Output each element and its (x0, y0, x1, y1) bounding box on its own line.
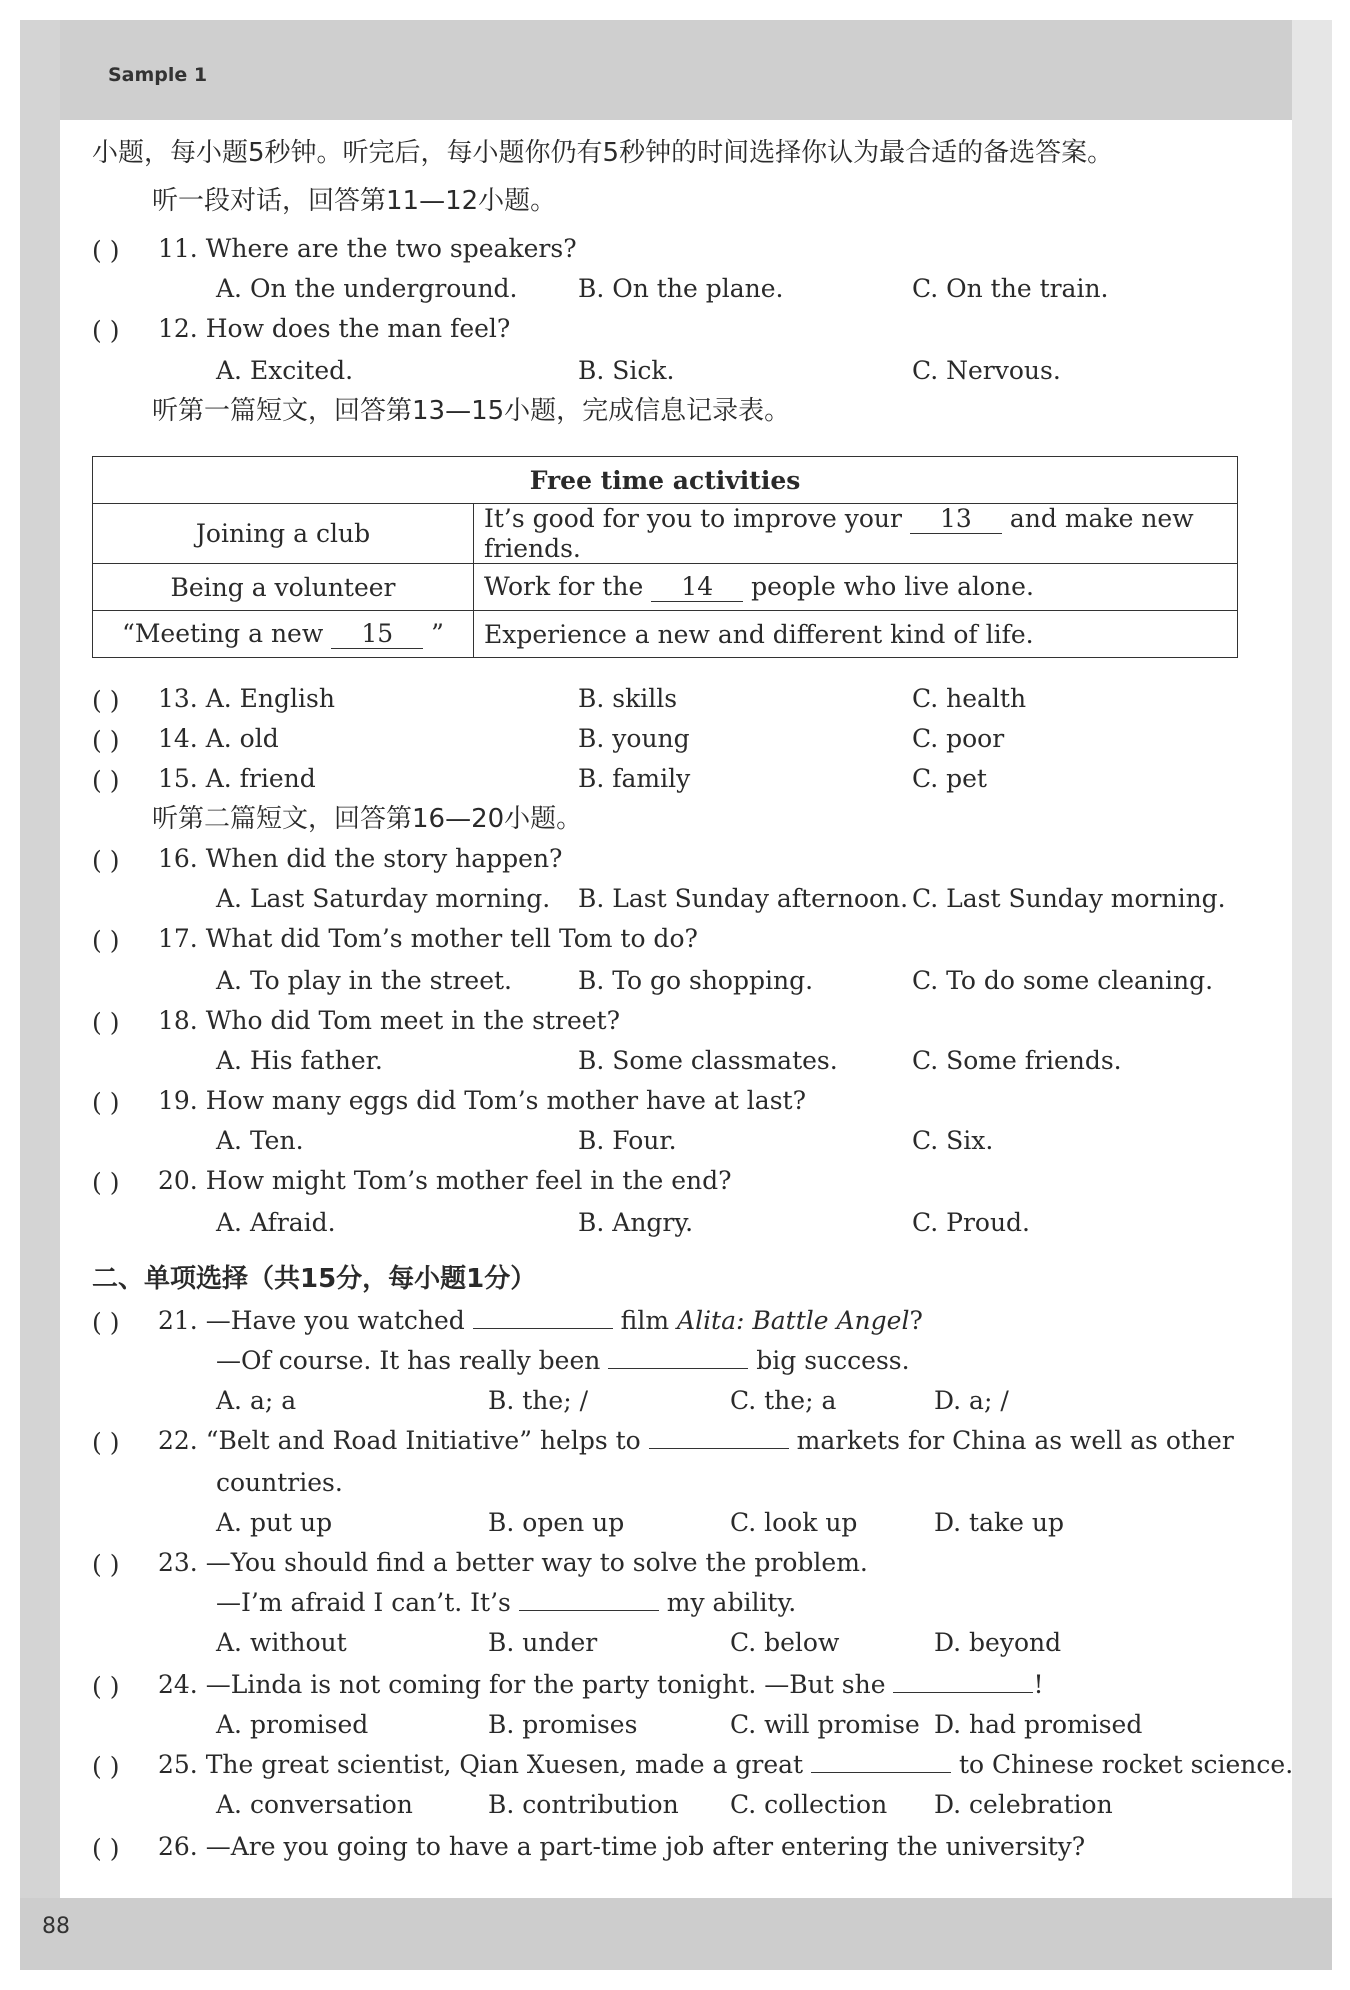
option-c: C. below (730, 1628, 840, 1657)
option-a: A. promised (216, 1710, 369, 1739)
question-text: “Belt and Road Initiative” helps to (205, 1426, 641, 1455)
question-23 (158, 1550, 868, 1575)
answer-bracket[interactable]: ( ) (92, 1308, 120, 1337)
table-cell: Being a volunteer (93, 564, 474, 611)
question-number: 25. (158, 1750, 198, 1779)
question-number: 24. (158, 1670, 198, 1699)
question-24 (158, 1672, 1044, 1697)
question-number: 18. (158, 1006, 198, 1035)
cell-text: and make new friends. (484, 504, 1194, 563)
question-text: Where are the two speakers? (205, 234, 577, 263)
question-number: 16. (158, 844, 198, 873)
option-a: A. To play in the street. (216, 966, 512, 995)
question-text: ? (909, 1306, 923, 1335)
question-number: 21. (158, 1306, 198, 1335)
table-title: Free time activities (93, 457, 1238, 504)
answer-bracket[interactable]: ( ) (92, 1168, 120, 1197)
answer-bracket[interactable]: ( ) (92, 1428, 120, 1457)
option-a: A. English (205, 684, 335, 713)
table-row (93, 611, 1238, 658)
answer-bracket[interactable]: ( ) (92, 686, 120, 715)
question-13 (158, 686, 335, 711)
sample-label: Sample 1 (108, 64, 208, 86)
question-text: ! (1033, 1670, 1044, 1699)
answer-bracket[interactable]: ( ) (92, 1834, 120, 1863)
question-text: —Are you going to have a part-time job after entering the university? (205, 1832, 1086, 1861)
option-c: C. health (912, 684, 1027, 713)
option-c: C. collection (730, 1790, 888, 1819)
option-a: A. Excited. (216, 356, 354, 385)
question-number: 13. (158, 684, 198, 713)
question-text: How does the man feel? (205, 314, 511, 343)
option-c: C. Nervous. (912, 356, 1061, 385)
question-text: —I’m afraid I can’t. It’s (216, 1588, 511, 1617)
answer-bracket[interactable]: ( ) (92, 766, 120, 795)
option-c: C. On the train. (912, 274, 1109, 303)
option-c: C. the; a (730, 1386, 837, 1415)
option-b: B. Sick. (578, 356, 675, 385)
option-b: B. open up (488, 1508, 625, 1537)
table-row (93, 504, 1238, 564)
question-text: my ability. (666, 1588, 797, 1617)
option-c: C. Some friends. (912, 1046, 1122, 1075)
question-22 (158, 1428, 1234, 1453)
option-c: C. will promise (730, 1710, 920, 1739)
option-a: A. put up (216, 1508, 333, 1537)
film-title: Alita: Battle Angel (677, 1306, 910, 1335)
dialogue-instruction: 听一段对话，回答第11—12小题。 (152, 186, 557, 216)
option-c: C. poor (912, 724, 1005, 753)
question-21 (158, 1308, 923, 1333)
blank-14[interactable]: 14 (651, 572, 743, 602)
answer-blank[interactable] (608, 1348, 748, 1369)
question-18 (158, 1008, 620, 1033)
table-cell (474, 564, 1238, 611)
question-text: —Have you watched (205, 1306, 465, 1335)
question-26 (158, 1834, 1085, 1859)
option-b: B. family (578, 764, 691, 793)
question-number: 11. (158, 234, 198, 263)
option-a: A. friend (205, 764, 316, 793)
option-d: D. a; / (934, 1386, 1009, 1415)
option-b: B. Angry. (578, 1208, 694, 1237)
option-a: A. Last Saturday morning. (216, 884, 551, 913)
option-b: B. To go shopping. (578, 966, 814, 995)
option-b: B. Four. (578, 1126, 677, 1155)
question-number: 17. (158, 924, 198, 953)
cell-text: It’s good for you to improve your (484, 504, 902, 533)
question-text: —Of course. It has really been (216, 1346, 601, 1375)
option-a: A. Ten. (216, 1126, 304, 1155)
option-c: C. Proud. (912, 1208, 1031, 1237)
question-text: The great scientist, Qian Xuesen, made a great (205, 1750, 804, 1779)
page-border-left (20, 20, 60, 1970)
question-text: How many eggs did Tom’s mother have at last? (205, 1086, 806, 1115)
question-text: film (620, 1306, 670, 1335)
page-number: 88 (42, 1914, 70, 1939)
question-16 (158, 846, 562, 871)
blank-13[interactable]: 13 (910, 504, 1002, 534)
answer-bracket[interactable]: ( ) (92, 926, 120, 955)
option-a: A. old (205, 724, 279, 753)
page-border-top (20, 20, 1332, 120)
option-a: A. a; a (216, 1386, 297, 1415)
answer-blank[interactable] (649, 1428, 789, 1449)
option-c: C. Last Sunday morning. (912, 884, 1226, 913)
cell-text: ” (431, 619, 444, 648)
option-d: D. celebration (934, 1790, 1113, 1819)
option-d: D. beyond (934, 1628, 1062, 1657)
question-text: big success. (756, 1346, 910, 1375)
option-c: C. Six. (912, 1126, 994, 1155)
option-b: B. under (488, 1628, 598, 1657)
answer-bracket[interactable]: ( ) (92, 1752, 120, 1781)
option-a: A. conversation (216, 1790, 413, 1819)
question-number: 20. (158, 1166, 198, 1195)
answer-bracket[interactable]: ( ) (92, 1008, 120, 1037)
question-19 (158, 1088, 806, 1113)
question-text: Who did Tom meet in the street? (205, 1006, 620, 1035)
answer-bracket[interactable]: ( ) (92, 1672, 120, 1701)
answer-bracket[interactable]: ( ) (92, 236, 120, 265)
answer-bracket[interactable]: ( ) (92, 1088, 120, 1117)
option-a: A. Afraid. (216, 1208, 336, 1237)
question-15 (158, 766, 316, 791)
option-a: A. without (216, 1628, 347, 1657)
answer-bracket[interactable]: ( ) (92, 1550, 120, 1579)
table-cell (474, 504, 1238, 564)
table-row (93, 564, 1238, 611)
cell-text: “Meeting a new (122, 619, 324, 648)
cell-text: Work for the (484, 572, 644, 601)
blank-15[interactable]: 15 (331, 619, 423, 649)
question-text: What did Tom’s mother tell Tom to do? (205, 924, 698, 953)
page-border-bottom (20, 1898, 1332, 1970)
question-22-continued: countries. (216, 1468, 343, 1497)
question-14 (158, 726, 279, 751)
answer-blank[interactable] (473, 1308, 613, 1329)
question-number: 26. (158, 1832, 198, 1861)
question-17 (158, 926, 698, 951)
table-cell: Joining a club (93, 504, 474, 564)
question-11 (158, 236, 577, 261)
answer-blank[interactable] (893, 1672, 1033, 1693)
option-d: D. had promised (934, 1710, 1143, 1739)
question-number: 15. (158, 764, 198, 793)
option-b: B. Last Sunday afternoon. (578, 884, 909, 913)
question-number: 14. (158, 724, 198, 753)
question-text: —You should find a better way to solve the problem. (205, 1548, 868, 1577)
option-a: A. His father. (216, 1046, 383, 1075)
question-23-reply (216, 1590, 796, 1615)
passage2-instruction: 听第二篇短文，回答第16—20小题。 (152, 804, 583, 834)
question-text: How might Tom’s mother feel in the end? (205, 1166, 732, 1195)
option-c: C. pet (912, 764, 987, 793)
instruction-line: 小题，每小题5秒钟。听完后，每小题你仍有5秒钟的时间选择你认为最合适的备选答案。 (92, 138, 1114, 168)
question-number: 22. (158, 1426, 198, 1455)
table-cell: Experience a new and different kind of life. (474, 611, 1238, 658)
option-c: C. look up (730, 1508, 858, 1537)
question-21-reply (216, 1348, 910, 1373)
answer-bracket[interactable]: ( ) (92, 846, 120, 875)
question-text: When did the story happen? (205, 844, 563, 873)
option-b: B. the; / (488, 1386, 588, 1415)
question-number: 12. (158, 314, 198, 343)
question-text: —Linda is not coming for the party tonight. —But she (205, 1670, 886, 1699)
cell-text: people who live alone. (751, 572, 1034, 601)
question-20 (158, 1168, 732, 1193)
option-b: B. Some classmates. (578, 1046, 838, 1075)
question-25 (158, 1752, 1293, 1777)
option-b: B. promises (488, 1710, 638, 1739)
question-text: to Chinese rocket science. (959, 1750, 1294, 1779)
question-number: 19. (158, 1086, 198, 1115)
question-text: markets for China as well as other (796, 1426, 1234, 1455)
section-2-heading: 二、单项选择（共15分，每小题1分） (92, 1264, 537, 1294)
option-c: C. To do some cleaning. (912, 966, 1214, 995)
page-border-right (1292, 20, 1332, 1970)
option-b: B. On the plane. (578, 274, 784, 303)
answer-bracket[interactable]: ( ) (92, 726, 120, 755)
option-a: A. On the underground. (216, 274, 518, 303)
question-number: 23. (158, 1548, 198, 1577)
option-d: D. take up (934, 1508, 1064, 1537)
table-cell (93, 611, 474, 658)
option-b: B. contribution (488, 1790, 679, 1819)
question-12 (158, 316, 510, 341)
answer-bracket[interactable]: ( ) (92, 316, 120, 345)
info-record-table (92, 456, 1238, 658)
answer-blank[interactable] (811, 1752, 951, 1773)
option-b: B. young (578, 724, 690, 753)
answer-blank[interactable] (519, 1590, 659, 1611)
passage1-instruction: 听第一篇短文，回答第13—15小题，完成信息记录表。 (152, 396, 791, 426)
option-b: B. skills (578, 684, 678, 713)
